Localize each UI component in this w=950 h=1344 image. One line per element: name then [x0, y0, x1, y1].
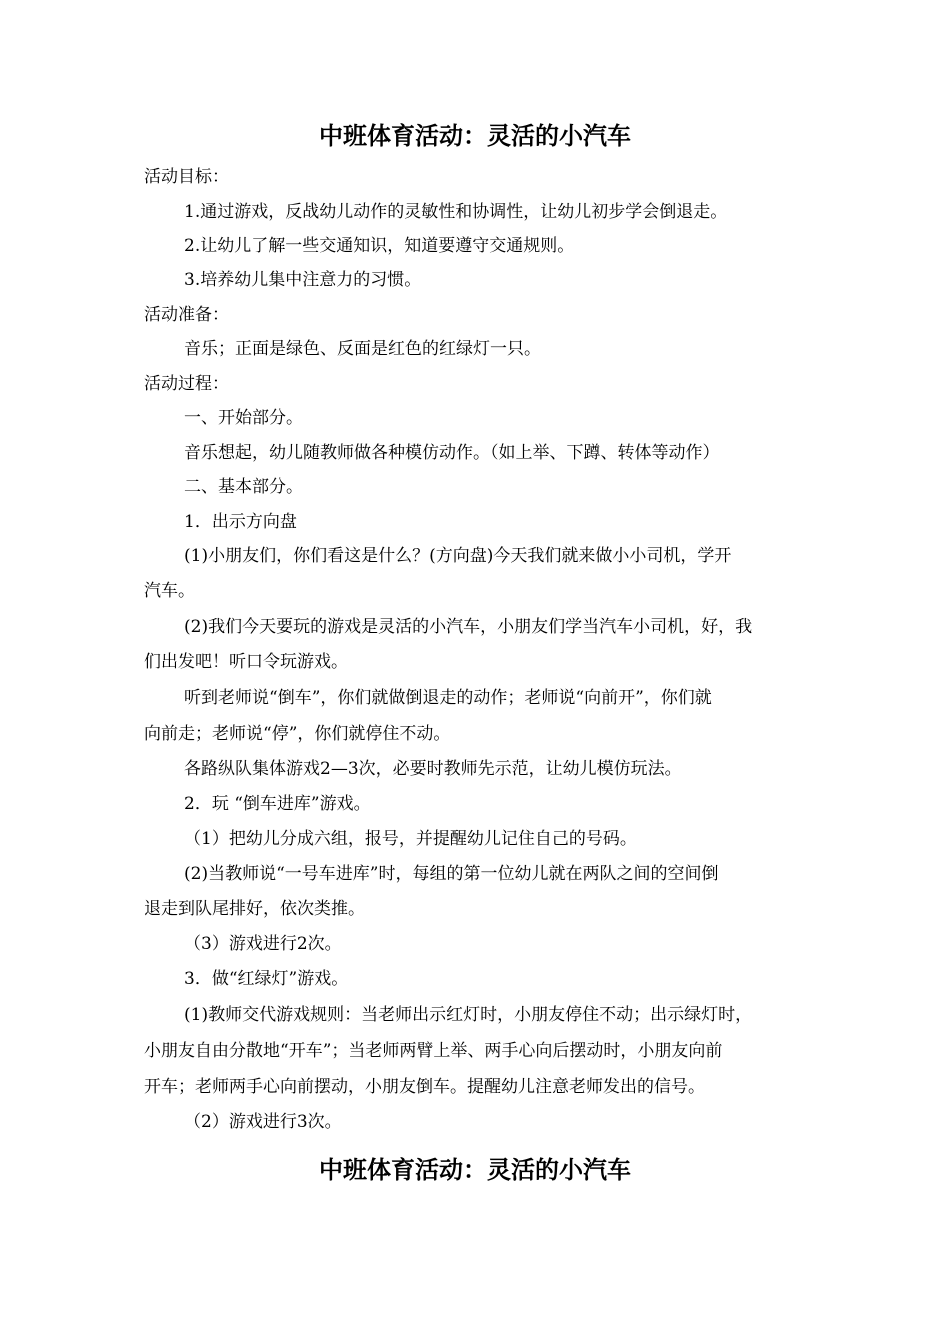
section-heading-process: 活动过程：	[144, 374, 229, 394]
paragraph-line: 听到老师说“倒车”，你们就做倒退走的动作；老师说“向前开”，你们就	[184, 688, 712, 708]
paragraph-line: 小朋友自由分散地“开车”；当老师两臂上举、两手心向后摆动时，小朋友向前	[144, 1041, 723, 1061]
paragraph-line: 音乐想起，幼儿随教师做各种模仿动作。（如上举、下蹲、转体等动作）	[184, 443, 720, 463]
paragraph-line: 们出发吧！听口令玩游戏。	[144, 652, 348, 672]
section-heading-goals: 活动目标：	[144, 167, 229, 187]
paragraph-line: 音乐；正面是绿色、反面是红色的红绿灯一只。	[184, 339, 541, 359]
paragraph-line: （1）把幼儿分成六组，报号，并提醒幼儿记住自己的号码。	[184, 829, 637, 849]
paragraph-line: 向前走；老师说“停”，你们就停住不动。	[144, 724, 451, 744]
paragraph-line: 2.让幼儿了解一些交通知识，知道要遵守交通规则。	[184, 236, 575, 256]
document-title: 中班体育活动：灵活的小汽车	[319, 122, 631, 150]
paragraph-line: 二、基本部分。	[184, 477, 303, 497]
paragraph-line: 开车；老师两手心向前摆动，小朋友倒车。提醒幼儿注意老师发出的信号。	[144, 1077, 705, 1097]
paragraph-line: (2)我们今天要玩的游戏是灵活的小汽车，小朋友们学当汽车小司机，好，我	[184, 617, 753, 637]
paragraph-line: 3．做“红绿灯”游戏。	[184, 969, 349, 989]
paragraph-line: 退走到队尾排好，依次类推。	[144, 899, 365, 919]
paragraph-line: （2）游戏进行3次。	[184, 1112, 342, 1132]
paragraph-line: （3）游戏进行2次。	[184, 934, 342, 954]
paragraph-line: 各路纵队集体游戏2—3次，必要时教师先示范，让幼儿模仿玩法。	[184, 759, 682, 779]
paragraph-line: (1)教师交代游戏规则：当老师出示红灯时，小朋友停住不动；出示绿灯时，	[184, 1005, 753, 1025]
section-heading-preparation: 活动准备：	[144, 305, 229, 325]
paragraph-line: (1)小朋友们，你们看这是什么？(方向盘)今天我们就来做小小司机，学开	[184, 546, 732, 566]
paragraph-line: (2)当教师说“一号车进库”时，每组的第一位幼儿就在两队之间的空间倒	[184, 864, 719, 884]
paragraph-line: 1.通过游戏，反战幼儿动作的灵敏性和协调性，让幼儿初步学会倒退走。	[184, 202, 728, 222]
paragraph-line: 1．出示方向盘	[184, 512, 297, 532]
paragraph-line: 汽车。	[144, 581, 195, 601]
next-page-title: 中班体育活动：灵活的小汽车	[319, 1156, 631, 1184]
paragraph-line: 一、开始部分。	[184, 408, 303, 428]
paragraph-line: 3.培养幼儿集中注意力的习惯。	[184, 270, 422, 290]
paragraph-line: 2．玩 “倒车进库”游戏。	[184, 794, 371, 814]
